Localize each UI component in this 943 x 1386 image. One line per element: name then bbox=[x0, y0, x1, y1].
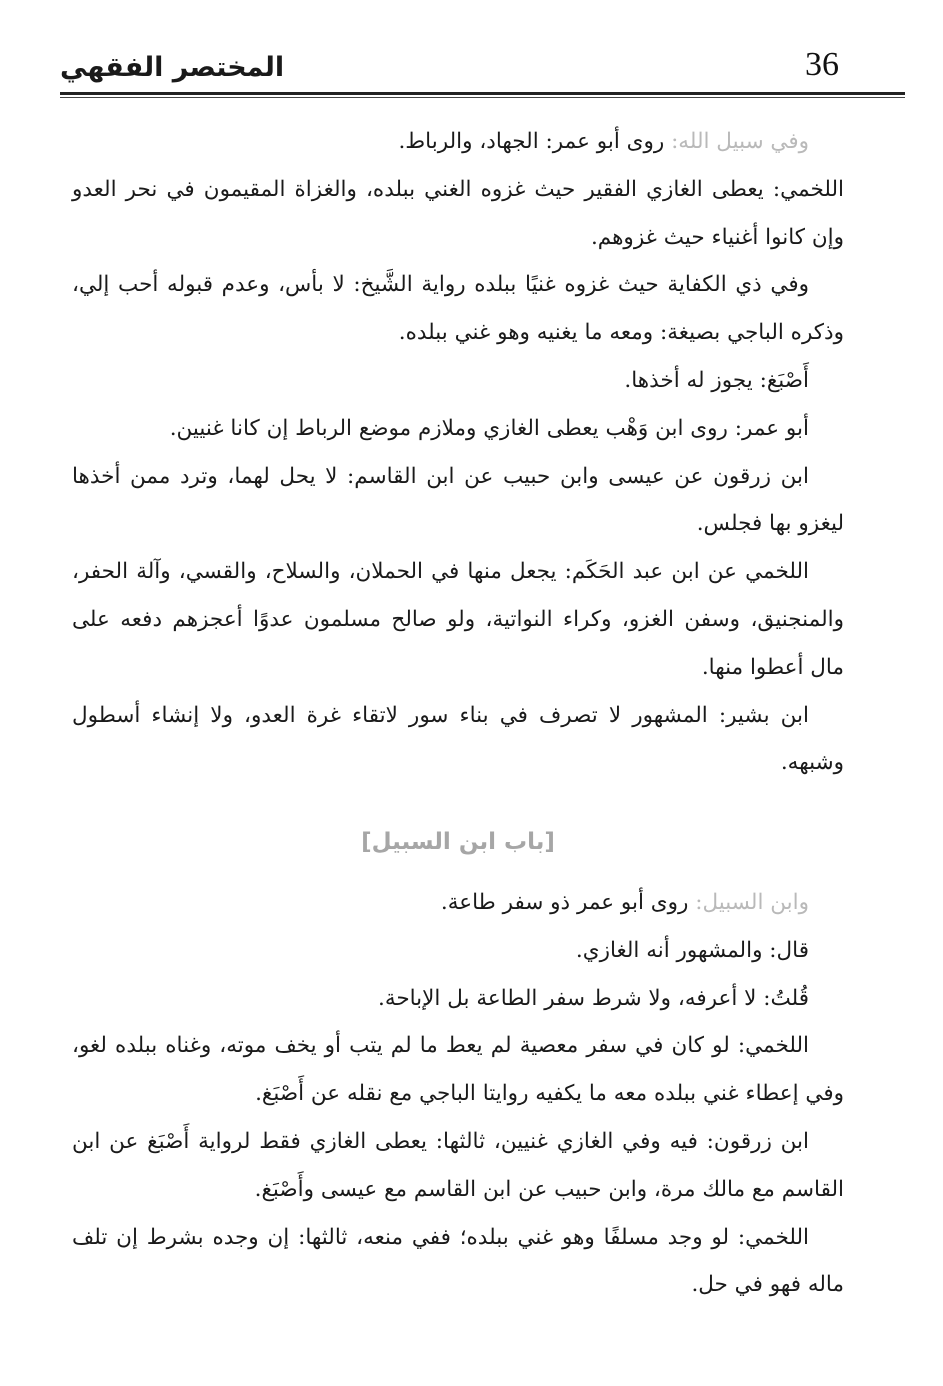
page-header bbox=[60, 38, 845, 98]
paragraph bbox=[72, 927, 844, 975]
body-text bbox=[72, 118, 844, 1309]
paragraph-text: قُلتُ: لا أعرفه، ولا شرط سفر الطاعة بل الإباحة. bbox=[377, 985, 809, 1011]
paragraph-lead: وابن السبيل: bbox=[695, 889, 809, 915]
paragraph-text: اللخمي: لو وجد مسلفًا وهو غني ببلده؛ ففي منعه، ثالثها: إن وجده بشرط إن تلف ماله فهو في حل. bbox=[72, 1224, 844, 1298]
header-rule bbox=[60, 92, 905, 95]
paragraph bbox=[72, 166, 844, 262]
paragraph-text: ابن زرقون عن عيسى وابن حبيب عن ابن القاسم: لا يحل لهما، وترد ممن أخذها ليغزو بها فجلس. bbox=[72, 463, 844, 537]
paragraph bbox=[72, 1118, 844, 1214]
paragraph bbox=[72, 118, 844, 166]
running-title: المختصر الفقهي bbox=[60, 52, 285, 83]
paragraph-text: أبو عمر: روى ابن وَهْب يعطى الغازي وملازم موضع الرباط إن كانا غنيين. bbox=[169, 415, 809, 441]
paragraph bbox=[72, 1022, 844, 1118]
paragraph-lead: وفي سبيل الله: bbox=[671, 129, 809, 154]
chapter-title bbox=[72, 819, 844, 867]
paragraph-text: روى أبو عمر: الجهاد، والرباط. bbox=[398, 129, 672, 154]
paragraph bbox=[72, 879, 844, 927]
header-rule-thin bbox=[60, 97, 905, 98]
paragraph-text: اللخمي عن ابن عبد الحَكَم: يجعل منها في الحملان، والسلاح، والقسي، وآلة الحفر، والمنجنيق، وسفن الغزو، وكراء النواتية، ولو صالح مسلمون عدوًا أعجزهم دفعه على مال أعطوا منها. bbox=[72, 559, 844, 680]
paragraph bbox=[72, 453, 844, 549]
paragraph bbox=[72, 261, 844, 357]
chapter-title-text: [باب ابن السبيل] bbox=[361, 829, 555, 856]
paragraph bbox=[72, 357, 844, 405]
paragraph bbox=[72, 975, 844, 1023]
paragraph-text: ابن بشير: المشهور لا تصرف في بناء سور لاتقاء غرة العدو، ولا إنشاء أسطول وشبهه. bbox=[72, 702, 844, 776]
paragraph bbox=[72, 1214, 844, 1310]
paragraph-text: اللخمي: لو كان في سفر معصية لم يعط ما لم يتب أو يخف موته، وغناه ببلده لغو، وفي إعطاء غني ببلده معه ما يكفيه روايتا الباجي مع نقله عن أَصْبَغ. bbox=[72, 1033, 844, 1107]
paragraph-text: ابن زرقون: فيه وفي الغازي غنيين، ثالثها: يعطى الغازي فقط لرواية أَصْبَغ عن ابن القاسم مع مالك مرة، وابن حبيب عن ابن القاسم مع عيسى وأَصْبَغ. bbox=[72, 1128, 844, 1202]
paragraph bbox=[72, 692, 844, 788]
paragraph bbox=[72, 548, 844, 691]
paragraph-text: وفي ذي الكفاية حيث غزوه غنيًا ببلده رواية الشَّيخ: لا بأس، وعدم قبوله أحب إلي، وذكره الباجي بصيغة: ومعه ما يغنيه وهو غني ببلده. bbox=[72, 272, 844, 346]
paragraph-text: أَصْبَغ: يجوز له أخذها. bbox=[624, 367, 809, 393]
page-number: 36 bbox=[805, 46, 839, 83]
paragraph-text: اللخمي: يعطى الغازي الفقير حيث غزوه الغني ببلده، والغزاة المقيمون في نحر العدو وإن كانوا أغنياء حيث غزوهم. bbox=[72, 176, 844, 250]
paragraph-text: قال: والمشهور أنه الغازي. bbox=[575, 937, 809, 963]
paragraph bbox=[72, 405, 844, 453]
paragraph-text: روى أبو عمر ذو سفر طاعة. bbox=[440, 889, 696, 915]
